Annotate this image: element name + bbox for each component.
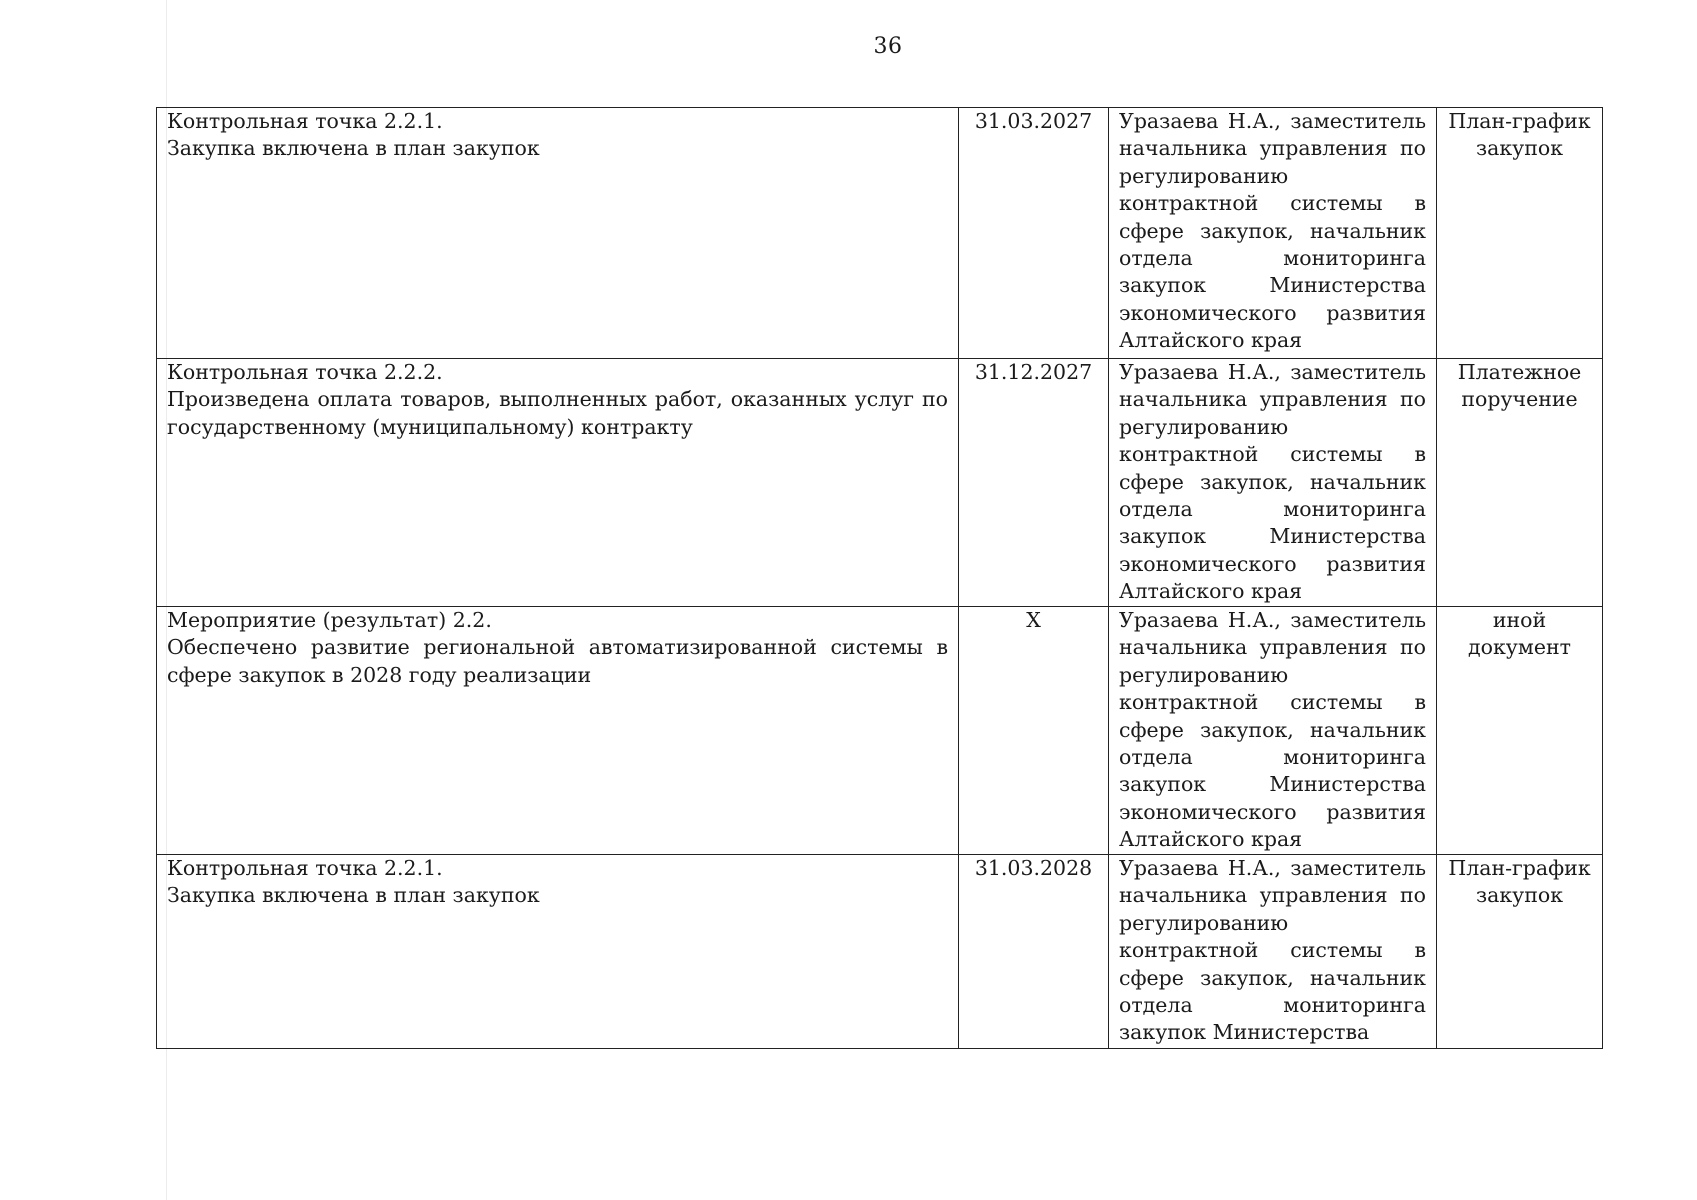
description-cell: [157, 855, 959, 1049]
document-cell: Платежное поручение: [1437, 359, 1603, 607]
table-row: [157, 359, 1603, 607]
page-number: 36: [873, 34, 903, 59]
responsible-cell: Уразаева Н.А., заместитель начальника управления по регулированию контрактной системы в сфере закупок, начальник отдела мониторинга закупок Министерства экономического развития Алтайского края: [1109, 359, 1437, 607]
date-cell: 31.03.2028: [959, 855, 1109, 1049]
row-title: Контрольная точка 2.2.1.: [167, 109, 443, 133]
document-cell: План-график закупок: [1437, 855, 1603, 1049]
date-cell: 31.12.2027: [959, 359, 1109, 607]
table-row: [157, 855, 1603, 1049]
plan-table: [156, 107, 1603, 1049]
date-cell: 31.03.2027: [959, 108, 1109, 359]
description-cell: [157, 607, 959, 855]
responsible-cell: Уразаева Н.А., заместитель начальника управления по регулированию контрактной системы в сфере закупок, начальник отдела мониторинга закупок Министерства: [1109, 855, 1437, 1049]
table-row: [157, 108, 1603, 359]
responsible-cell: Уразаева Н.А., заместитель начальника управления по регулированию контрактной системы в сфере закупок, начальник отдела мониторинга закупок Министерства экономического развития Алтайского края: [1109, 607, 1437, 855]
description-cell: [157, 108, 959, 359]
row-title: Контрольная точка 2.2.2.: [167, 360, 443, 384]
document-cell: иной документ: [1437, 607, 1603, 855]
date-cell: Х: [959, 607, 1109, 855]
responsible-cell: Уразаева Н.А., заместитель начальника управления по регулированию контрактной системы в сфере закупок, начальник отдела мониторинга закупок Министерства экономического развития Алтайского края: [1109, 108, 1437, 359]
description-cell: [157, 359, 959, 607]
document-cell: План-график закупок: [1437, 108, 1603, 359]
row-title: Мероприятие (результат) 2.2.: [167, 608, 492, 632]
row-text: Закупка включена в план закупок: [167, 136, 540, 161]
table-row: [157, 607, 1603, 855]
row-text: Обеспечено развитие региональной автоматизированной системы в сфере закупок в 2028 году реализации: [167, 635, 948, 687]
row-text: Закупка включена в план закупок: [167, 883, 540, 908]
row-text: Произведена оплата товаров, выполненных работ, оказанных услуг по государственному (муниципальному) контракту: [167, 387, 948, 439]
row-title: Контрольная точка 2.2.1.: [167, 856, 443, 880]
